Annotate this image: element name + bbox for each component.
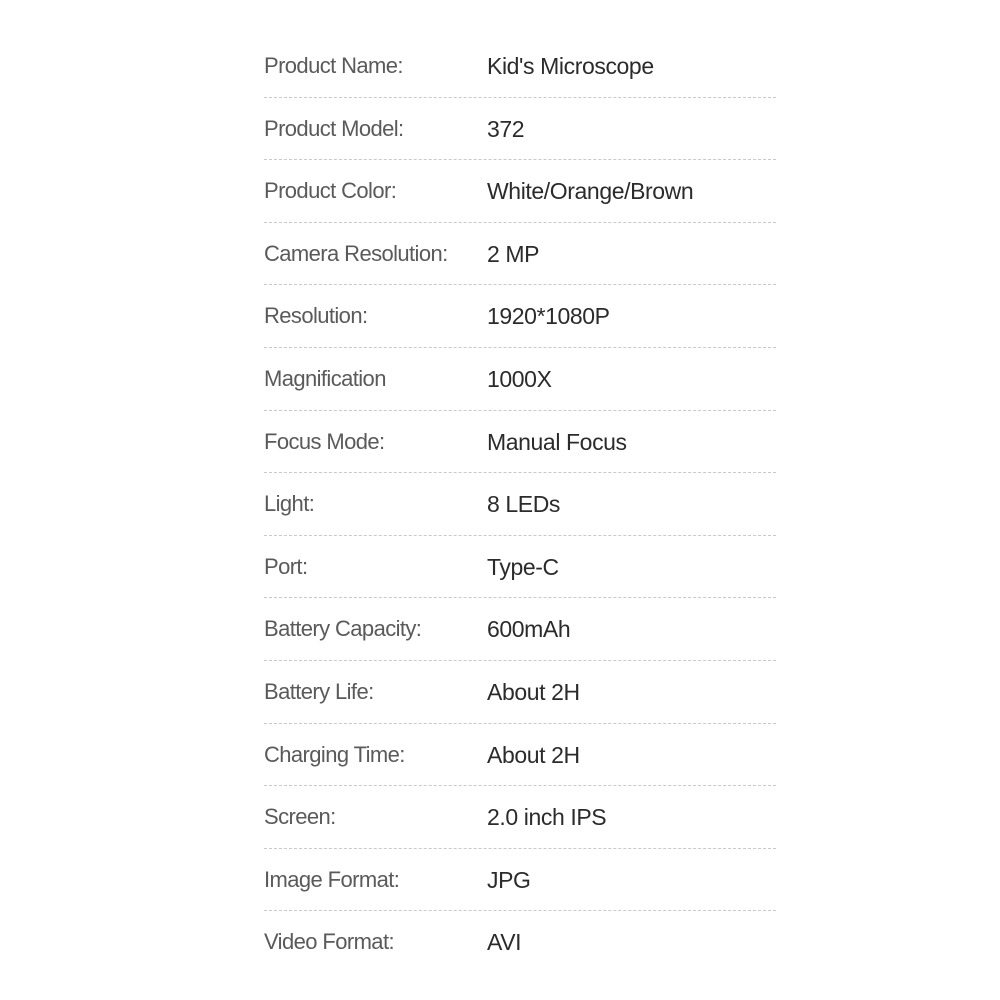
spec-value: 1000X (487, 365, 552, 392)
spec-row-battery-life (264, 661, 776, 724)
spec-value: 8 LEDs (487, 491, 561, 518)
spec-table (264, 35, 776, 974)
spec-value: White/Orange/Brown (487, 178, 694, 205)
spec-value: About 2H (487, 678, 580, 705)
spec-label: Product Model: (264, 115, 404, 141)
spec-label: Camera Resolution: (264, 240, 448, 266)
spec-row-product-model (264, 98, 776, 161)
spec-value: JPG (487, 866, 531, 893)
spec-label: Charging Time: (264, 741, 405, 767)
spec-value: 600mAh (487, 616, 571, 643)
spec-row-port (264, 536, 776, 599)
spec-row-screen (264, 786, 776, 849)
spec-label: Image Format: (264, 866, 400, 892)
spec-label: Screen: (264, 804, 336, 830)
spec-row-product-name (264, 35, 776, 98)
spec-value: Manual Focus (487, 428, 627, 455)
spec-row-charging-time (264, 724, 776, 787)
spec-value: 1920*1080P (487, 303, 610, 330)
spec-value: About 2H (487, 741, 580, 768)
spec-row-light (264, 473, 776, 536)
spec-label: Product Name: (264, 53, 403, 78)
spec-row-image-format (264, 849, 776, 912)
spec-label: Battery Capacity: (264, 616, 422, 642)
spec-value: Kid's Microscope (487, 53, 654, 79)
spec-label: Magnification (264, 365, 386, 391)
spec-row-video-format (264, 911, 776, 974)
spec-row-battery-capacity (264, 598, 776, 661)
spec-value: Type-C (487, 553, 559, 580)
spec-value: 2.0 inch IPS (487, 804, 607, 831)
spec-row-resolution (264, 285, 776, 348)
spec-label: Light: (264, 491, 315, 517)
spec-row-product-color (264, 160, 776, 223)
spec-label: Battery Life: (264, 678, 374, 704)
spec-label: Product Color: (264, 178, 397, 204)
spec-value: 372 (487, 115, 525, 142)
spec-label: Focus Mode: (264, 428, 385, 454)
spec-value: 2 MP (487, 240, 540, 267)
spec-row-magnification (264, 348, 776, 411)
spec-value: AVI (487, 929, 522, 956)
spec-label: Port: (264, 553, 308, 579)
spec-label: Resolution: (264, 303, 368, 329)
spec-row-focus-mode (264, 411, 776, 474)
spec-label: Video Format: (264, 929, 394, 955)
spec-row-camera-resolution (264, 223, 776, 286)
